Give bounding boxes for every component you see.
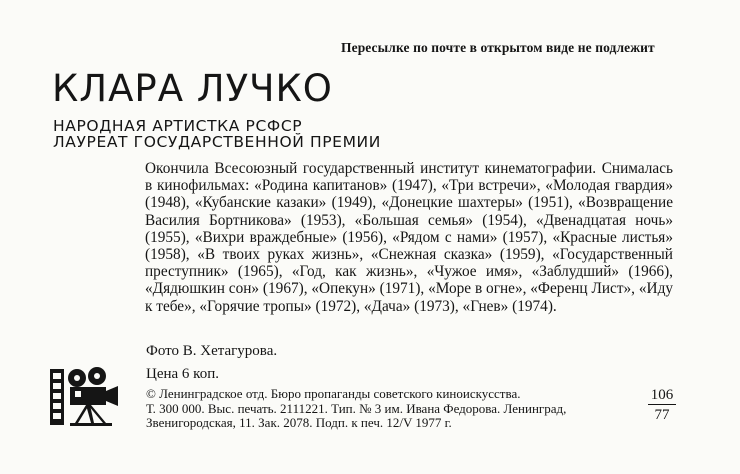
photo-credit: Фото В. Хетагурова. [146, 343, 278, 359]
imprint-line-1: © Ленинградское отд. Бюро пропаганды советского киноискусства. [146, 386, 521, 401]
page-number-top: 106 [648, 387, 676, 405]
actress-name: КЛАРА ЛУЧКО [52, 67, 333, 110]
postal-notice: Пересылке по почте в открытом виде не подлежит [341, 40, 655, 55]
biography-text: Окончила Всесоюзный государственный институт кинематографии. Снималась в кинофильмах: «Родина капитанов» (1947), «Три встречи», «Молодая гвардия» (1948), «Кубанские казаки» (1949), «Донецкие шахтеры» (1951), «Возвращение Василия Бортникова» (1953), «Большая семья» (1954), «Двенадцатая ночь» (1955), «Вихри враждебные» (1956), «Рядом с нами» (1957), «Красные листья» (1958), «В твоих руках жизнь», «Снежная сказка» (1959), «Государственный преступник» (1965), «Год, как жизнь», «Чужое имя», «Заблудший» (1966), «Дядюшкин сон» (1967), «Опекун» (1971), «Море в огне», «Ференц Лист», «Иду к тебе», «Горячие тропы» (1972), «Дача» (1973), «Гнев» (1974). [145, 160, 673, 315]
page-number-bottom: 77 [654, 407, 670, 423]
title-line-2: ЛАУРЕАТ ГОСУДАРСТВЕННОЙ ПРЕМИИ [53, 133, 381, 151]
imprint-block [146, 387, 566, 431]
price-label: Цена 6 коп. [146, 366, 219, 382]
page-number [648, 387, 676, 423]
title-line-1: НАРОДНАЯ АРТИСТКА РСФСР [53, 117, 303, 135]
film-camera-icon [50, 365, 132, 427]
imprint-line-3: Звенигородская, 11. Зак. 2078. Подп. к печ. 12/V 1977 г. [146, 415, 452, 430]
imprint-line-2: Т. 300 000. Выс. печать. 2111221. Тип. № 3 им. Ивана Федорова. Ленинград, [146, 400, 567, 416]
